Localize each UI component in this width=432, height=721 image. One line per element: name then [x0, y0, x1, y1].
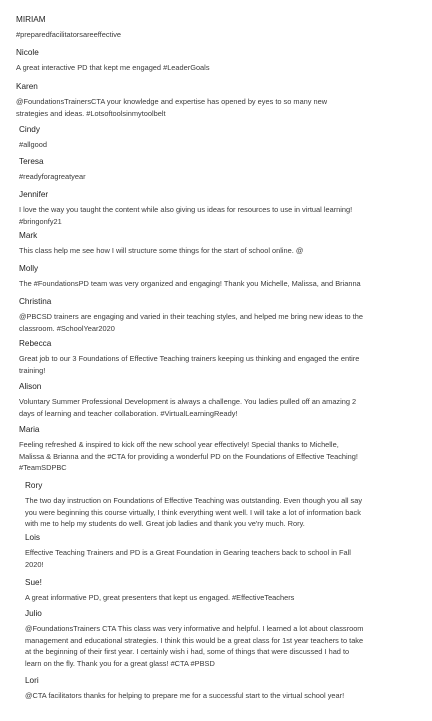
comment-post: [25, 577, 432, 604]
comment-post: [25, 480, 432, 530]
comment-post: [25, 532, 432, 570]
comment-text: [25, 690, 432, 702]
comment-post: [25, 675, 432, 702]
comment-post: [16, 14, 432, 41]
comment-text: [25, 592, 432, 604]
comment-line: A great interactive PD that kept me engaged #LeaderGoals: [16, 63, 210, 72]
comment-post: [19, 338, 432, 376]
author-name: Lori: [25, 676, 39, 685]
comment-text: [19, 171, 432, 183]
comment-line: @FoundationsTrainersCTA your knowledge and expertise has opened by eyes to so many new: [16, 97, 328, 106]
comment-text: [19, 353, 432, 376]
comment-line: you were beginning this course virtually, I think everything went well. I will take a lot of information back: [25, 507, 361, 517]
author-name: Rebecca: [19, 339, 52, 348]
comment-line: This class help me see how I will structure some things for the start of school online. @: [19, 246, 304, 255]
author-name: Alison: [19, 382, 42, 391]
comment-line: days of learning and teacher collaboration. #VirtualLearningReady!: [19, 408, 238, 418]
comment-line: #preparedfacilitatorsareeffective: [16, 30, 122, 39]
comment-line: #allgood: [19, 140, 47, 149]
author-name: Jennifer: [19, 190, 49, 199]
comment-text: [19, 139, 432, 151]
author-name: Julio: [25, 609, 42, 618]
comment-line: @PBCSD trainers are engaging and varied in their teaching styles, and helped me bring new ideas to the: [19, 312, 363, 321]
comment-text: [16, 62, 432, 74]
comment-text: [16, 96, 432, 119]
comment-line: A great informative PD, great presenters that kept us engaged. #EffectiveTeachers: [25, 593, 295, 602]
comment-line: Voluntary Summer Professional Development is always a challenge. You ladies pulled off an amazing 2: [19, 397, 357, 406]
comment-text: [16, 29, 432, 41]
comment-post: [16, 81, 432, 119]
comment-post: [19, 230, 432, 257]
comment-line: Great job to our 3 Foundations of Effective Teaching trainers keeping us thinking and engaged the entire: [19, 354, 360, 363]
comment-text: [25, 495, 432, 530]
comment-line: Malissa & Brianna and the #CTA for providing a wonderful PD on the Foundations of Effective Teaching!: [19, 451, 358, 461]
author-name: Rory: [25, 481, 43, 490]
comment-text: [19, 204, 432, 227]
comment-line: Feeling refreshed & inspired to kick off the new school year effectively! Special thanks to Michelle,: [19, 440, 339, 449]
author-name: Karen: [16, 82, 38, 91]
comment-line: Effective Teaching Trainers and PD is a Great Foundation in Gearing teachers back to school in Fall: [25, 548, 351, 557]
comment-post: [19, 189, 432, 227]
comment-text: [19, 439, 432, 474]
comment-line: management and educational strategies. I think this would be a great class for 1st year teachers to take: [25, 635, 364, 645]
comment-text: [19, 278, 432, 290]
comment-post: [16, 47, 432, 74]
comment-post: [19, 263, 432, 290]
comment-post: [19, 156, 432, 183]
comment-post: [19, 424, 432, 474]
comment-line: at the beginning of their first year. I certainly wish i had, some of things that were discussed I had to: [25, 647, 350, 656]
author-name: Maria: [19, 425, 40, 434]
comment-text: [25, 623, 432, 669]
comment-line: #readyforagreatyear: [19, 172, 86, 181]
comment-text: [19, 311, 432, 334]
comment-post: [19, 296, 432, 334]
comment-line: @CTA facilitators thanks for helping to prepare me for a successful start to the virtual school year!: [25, 691, 345, 700]
comment-text: [19, 396, 432, 419]
author-name: Nicole: [16, 48, 39, 57]
author-name: Sue!: [25, 578, 42, 587]
author-name: Lois: [25, 533, 41, 542]
comment-text: [19, 245, 432, 257]
author-name: Christina: [19, 297, 52, 306]
comment-line: #bringonfy21: [19, 216, 62, 226]
comment-line: 2020!: [25, 559, 44, 569]
author-name: MIRIAM: [16, 15, 46, 24]
comment-line: The #FoundationsPD team was very organized and engaging! Thank you Michelle, Malissa, and Brianna: [19, 279, 361, 288]
comment-line: I love the way you taught the content while also giving us ideas for resources to use in virtual learning!: [19, 205, 353, 214]
comment-line: classroom. #SchoolYear2020: [19, 323, 115, 333]
comment-post: [19, 381, 432, 419]
comment-line: strategies and ideas. #Lotsoftoolsinmytoolbelt: [16, 108, 166, 118]
comment-line: The two day instruction on Foundations of Effective Teaching was outstanding. Even though you all say: [25, 496, 363, 505]
author-name: Teresa: [19, 157, 44, 166]
comment-post: [19, 124, 432, 151]
comment-line: training!: [19, 365, 46, 375]
author-name: Molly: [19, 264, 39, 273]
comment-text: [25, 547, 432, 570]
author-name: Cindy: [19, 125, 40, 134]
comment-line: with me to help my students do well. Great job ladies and thank you ve'ry much. Rory.: [25, 519, 305, 528]
comment-line: @FoundationsTrainers CTA This class was very informative and helpful. I learned a lot about classroom: [25, 624, 364, 633]
author-name: Mark: [19, 231, 38, 240]
comment-post: [25, 608, 432, 669]
comment-line: #TeamSDPBC: [19, 463, 67, 472]
comment-line: learn on the fly. Thank you for a great glass! #CTA #PBSD: [25, 658, 215, 668]
